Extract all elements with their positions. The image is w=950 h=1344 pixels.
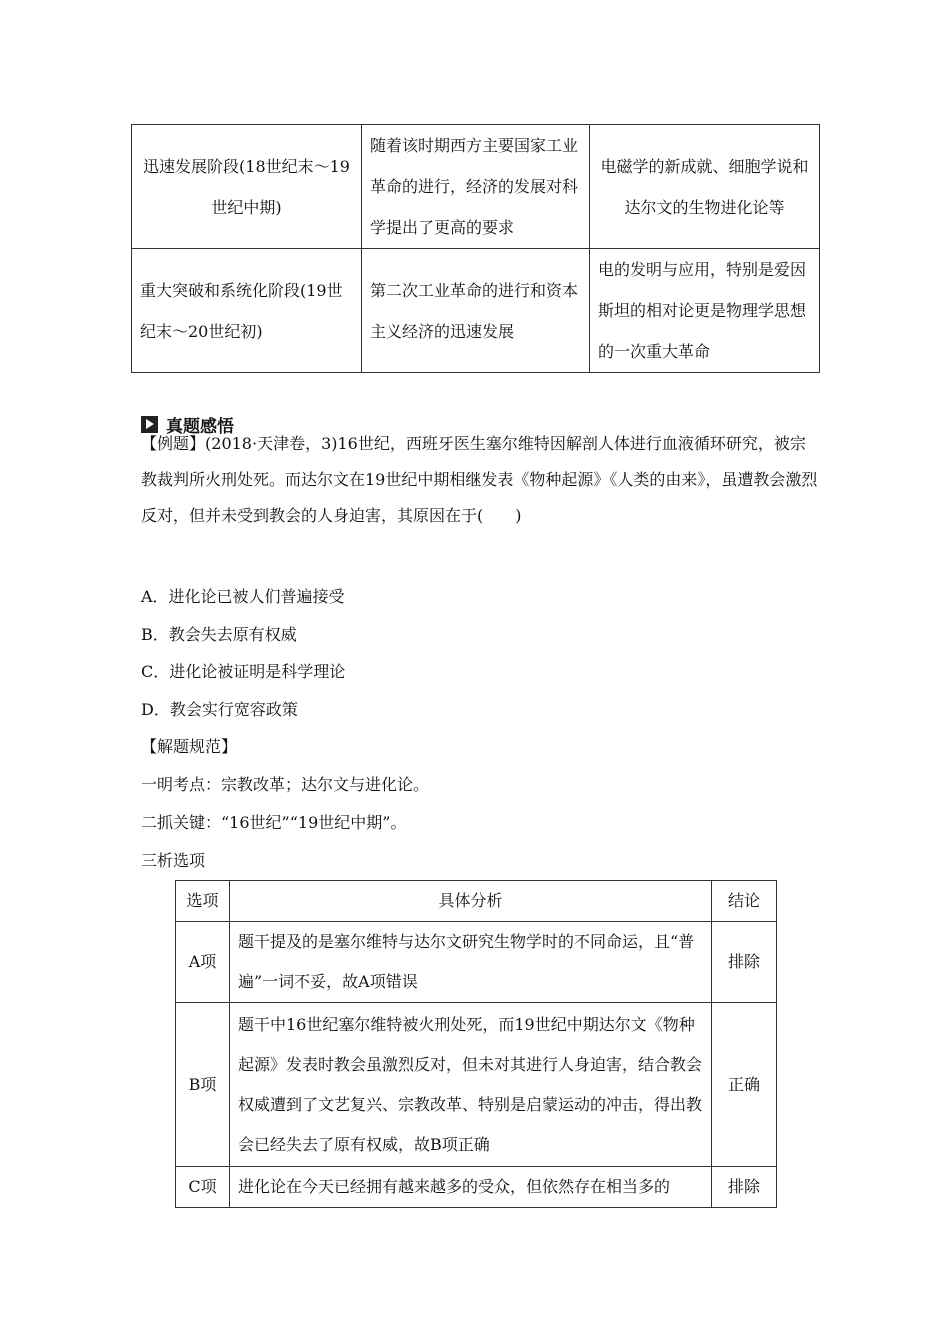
solution-heading: 【解题规范】 bbox=[141, 737, 238, 756]
solution-step-1: 一明考点：宗教改革；达尔文与进化论。 bbox=[141, 775, 430, 794]
verdict-cell: 正确 bbox=[712, 1003, 777, 1167]
table-header-row bbox=[176, 881, 777, 922]
header-verdict: 结论 bbox=[712, 881, 777, 922]
verdict-cell: 排除 bbox=[712, 922, 777, 1003]
analysis-cell: 进化论在今天已经拥有越来越多的受众，但依然存在相当多的 bbox=[230, 1167, 712, 1208]
example-text: (2018·天津卷，3)16世纪，西班牙医生塞尔维特因解剖人体进行血液循环研究，被宗教裁判所火刑处死。而达尔文在19世纪中期相继发表《物种起源》《人类的由来》，虽遭教会激烈反对，但并未受到教会的人身迫害，其原因在于( ) bbox=[141, 434, 818, 525]
example-tag: 【例题】 bbox=[141, 434, 206, 453]
history-stage-table bbox=[131, 124, 820, 373]
option-analysis-table bbox=[175, 880, 777, 1208]
option-cell: C项 bbox=[176, 1167, 230, 1208]
analysis-cell: 题干中16世纪塞尔维特被火刑处死，而19世纪中期达尔文《物种起源》发表时教会虽激烈反对，但未对其进行人身迫害，结合教会权威遭到了文艺复兴、宗教改革、特别是启蒙运动的冲击，得出教会已经失去了原有权威，故B项正确 bbox=[230, 1003, 712, 1167]
stage-cell: 重大突破和系统化阶段(19世纪末～20世纪初) bbox=[132, 249, 362, 373]
verdict-cell: 排除 bbox=[712, 1167, 777, 1208]
analysis-cell: 题干提及的是塞尔维特与达尔文研究生物学时的不同命运，且“普遍”一词不妥，故A项错误 bbox=[230, 922, 712, 1003]
header-option: 选项 bbox=[176, 881, 230, 922]
table-row bbox=[132, 125, 820, 249]
table-row bbox=[176, 1167, 777, 1208]
background-cell: 第二次工业革命的进行和资本主义经济的迅速发展 bbox=[362, 249, 590, 373]
option-cell: B项 bbox=[176, 1003, 230, 1167]
example-question bbox=[141, 426, 821, 534]
option-c: C．进化论被证明是科学理论 bbox=[141, 662, 346, 681]
achievement-cell: 电的发明与应用，特别是爱因斯坦的相对论更是物理学思想的一次重大革命 bbox=[590, 249, 820, 373]
header-analysis: 具体分析 bbox=[230, 881, 712, 922]
table-row bbox=[132, 249, 820, 373]
background-cell: 随着该时期西方主要国家工业革命的进行，经济的发展对科学提出了更高的要求 bbox=[362, 125, 590, 249]
option-a: A．进化论已被人们普遍接受 bbox=[141, 587, 345, 606]
option-d: D．教会实行宽容政策 bbox=[141, 700, 298, 719]
solution-step-3: 三析选项 bbox=[141, 851, 206, 870]
stage-cell: 迅速发展阶段(18世纪末～19世纪中期) bbox=[132, 125, 362, 249]
solution-step-2: 二抓关键：“16世纪”“19世纪中期”。 bbox=[141, 813, 407, 832]
option-cell: A项 bbox=[176, 922, 230, 1003]
table-row bbox=[176, 1003, 777, 1167]
table-row bbox=[176, 922, 777, 1003]
section-title: 真题感悟 bbox=[166, 417, 234, 437]
option-b: B．教会失去原有权威 bbox=[141, 625, 297, 644]
achievement-cell: 电磁学的新成就、细胞学说和达尔文的生物进化论等 bbox=[590, 125, 820, 249]
